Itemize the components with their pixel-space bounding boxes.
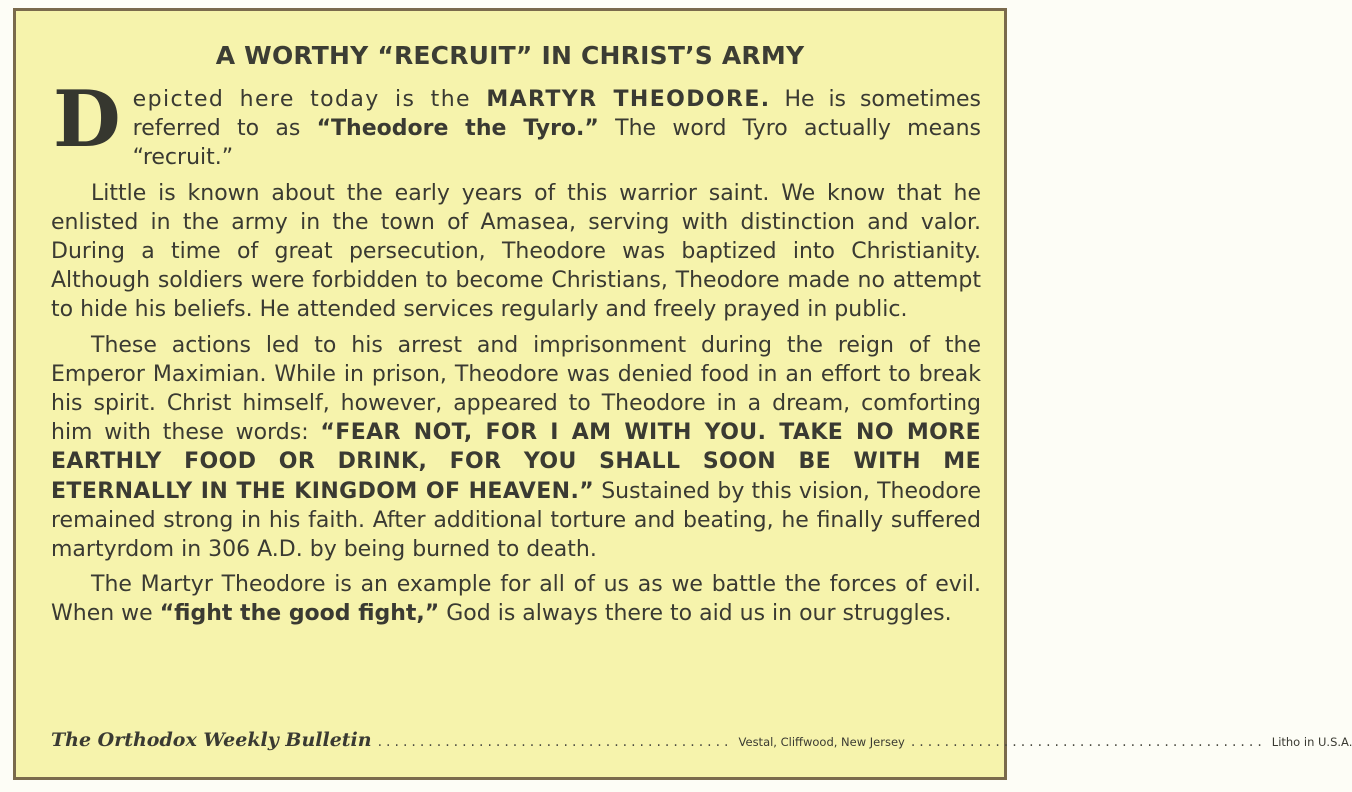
paragraph-1-text-b: He is sometimes referred to as (132, 87, 982, 142)
paragraph-3-text-a: These actions led to his arrest and imprisonment during the reign of the Emperor Maximian. While in prison, Theodore was denied food in an effort to break his spirit. Christ himself, however, appeared to Theodore in a dream, comforting him with these words: (51, 332, 981, 446)
dot-leader: .......................................... (910, 734, 1266, 750)
paragraph-3 (51, 331, 981, 565)
paragraph-1 (51, 74, 982, 173)
page-title: A WORTHY “RECRUIT” IN CHRIST’S ARMY (215, 41, 805, 70)
paragraph-4-text-b: God is always there to aid us in our struggles. (439, 601, 952, 627)
publisher-location: Vestal, Cliffwood, New Jersey (738, 735, 905, 749)
paragraph-1-text-c: The word Tyro actually means “recruit.” (132, 116, 981, 171)
martyr-name: MARTYR THEODORE. (486, 87, 771, 112)
paragraph-2: Little is known about the early years of this warrior saint. We know that he enlisted in the army in the town of Amasea, serving with distinction and valor. During a time of great persecution, Theodore was baptized into Christianity. Although soldiers were forbidden to become Christians, Theodore made no attempt to hide his beliefs. He attended services regularly and freely prayed in public. (51, 180, 981, 323)
footer (51, 729, 1352, 751)
article-body (51, 74, 982, 635)
christ-quote: “FEAR NOT, FOR I AM WITH YOU. TAKE NO MORE EARTHLY FOOD OR DRINK, FOR YOU SHALL SOON BE WITH ME ETERNALLY IN THE KINGDOM OF HEAVEN.” (51, 420, 981, 504)
printer-note: Litho in U.S.A. (1271, 735, 1352, 749)
paragraph-4 (51, 570, 981, 628)
alias-name: “Theodore the Tyro.” (316, 116, 599, 142)
bulletin-card (13, 8, 1352, 780)
paragraph-1-text-a: epicted here today is the (132, 87, 487, 112)
paragraph-3-text-b: Sustained by this vision, Theodore remained strong in his faith. After additional torture and beating, he finally suffered martyrdom in 306 A.D. by being burned to death. (51, 478, 981, 563)
dot-leader: .......................................... (377, 734, 733, 750)
paragraph-4-text-a: The Martyr Theodore is an example for all of us as we battle the forces of evil. When we (51, 572, 981, 627)
bulletin-brand: The Orthodox Weekly Bulletin (51, 729, 372, 751)
emphasis-phrase: “fight the good fight,” (159, 601, 440, 627)
drop-cap: D (53, 74, 121, 165)
